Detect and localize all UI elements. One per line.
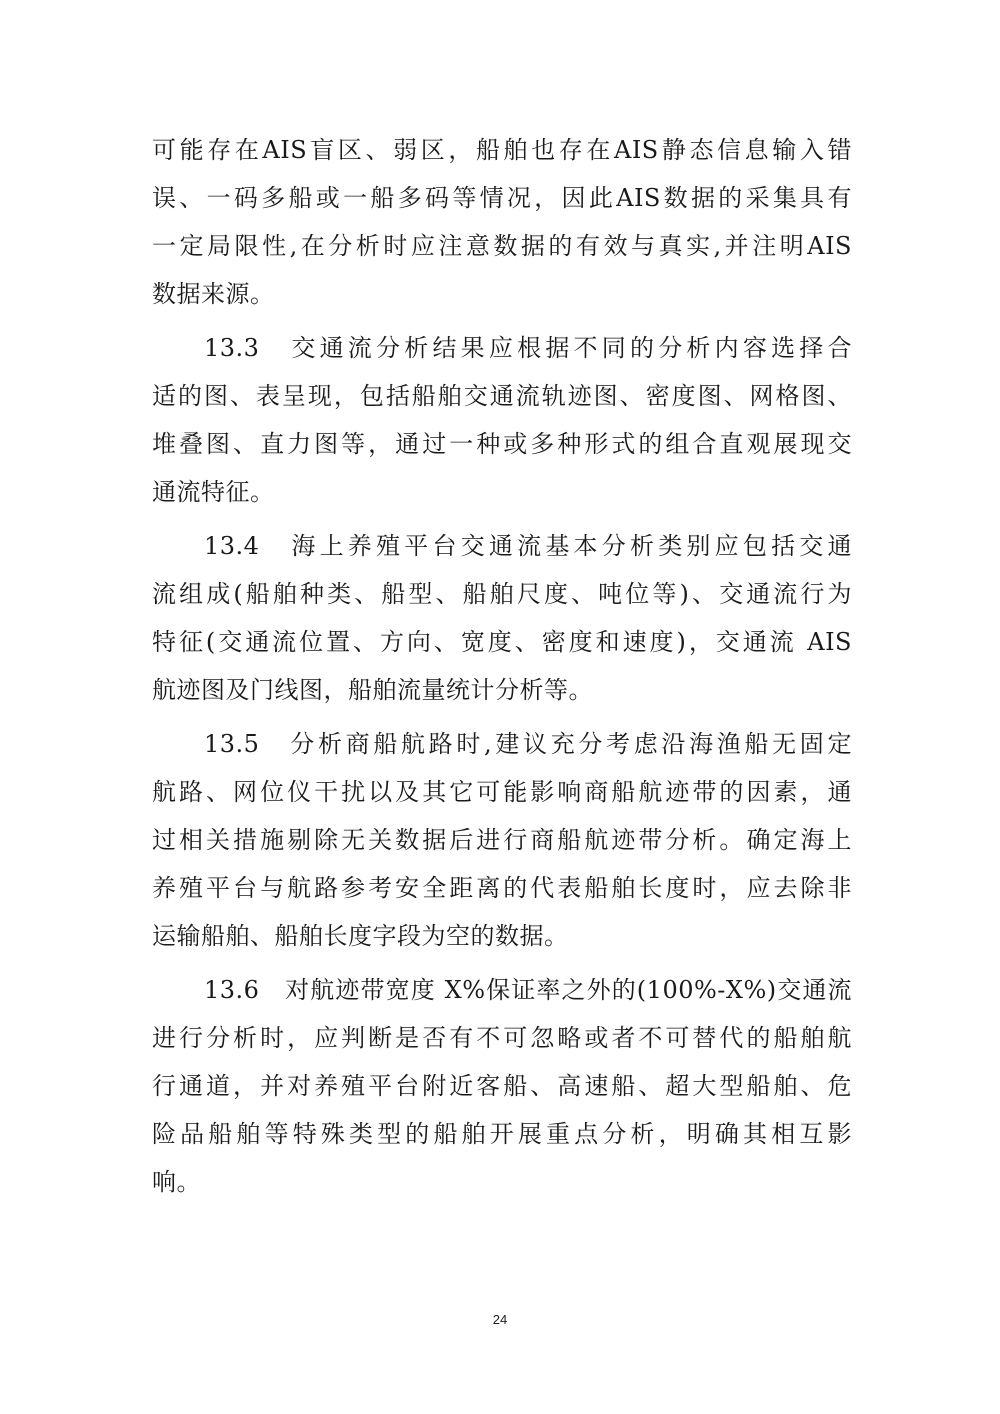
text-line: 过相关措施剔除无关数据后进行商船航迹带分析。确定海上 xyxy=(152,826,852,854)
page-number: 24 xyxy=(492,1312,508,1327)
text-line: 航路、网位仪干扰以及其它可能影响商船航迹带的因素，通 xyxy=(152,778,852,806)
text-line: 13.6 对航迹带宽度 X%保证率之外的(100%-X%)交通流 xyxy=(204,976,852,1004)
text-line: 13.5 分析商船航路时,建议充分考虑沿海渔船无固定 xyxy=(204,730,852,758)
paragraph xyxy=(152,522,852,714)
text-line: 数据来源。 xyxy=(152,280,275,308)
text-line: 13.3 交通流分析结果应根据不同的分析内容选择合 xyxy=(204,334,852,362)
text-line: 通流特征。 xyxy=(152,478,275,506)
paragraph xyxy=(152,966,852,1206)
text-line: 堆叠图、直力图等，通过一种或多种形式的组合直观展现交 xyxy=(152,430,852,458)
text-line: 流组成(船舶种类、船型、船舶尺度、吨位等)、交通流行为 xyxy=(152,580,852,608)
text-line: 一定局限性,在分析时应注意数据的有效与真实,并注明AIS xyxy=(152,232,852,260)
text-line: 可能存在AIS盲区、弱区，船舶也存在AIS静态信息输入错 xyxy=(152,136,852,164)
text-line: 适的图、表呈现，包括船舶交通流轨迹图、密度图、网格图、 xyxy=(152,382,852,410)
body-text xyxy=(152,126,852,1206)
text-line: 行通道，并对养殖平台附近客船、高速船、超大型船舶、危 xyxy=(152,1072,852,1100)
text-line: 特征(交通流位置、方向、宽度、密度和速度)，交通流 AIS xyxy=(152,628,852,656)
text-line: 养殖平台与航路参考安全距离的代表船舶长度时，应去除非 xyxy=(152,874,852,902)
paragraph xyxy=(152,720,852,960)
paragraph xyxy=(152,126,852,318)
text-line: 响。 xyxy=(152,1168,201,1196)
text-line: 13.4 海上养殖平台交通流基本分析类别应包括交通 xyxy=(204,532,852,560)
text-line: 险品船舶等特殊类型的船舶开展重点分析，明确其相互影 xyxy=(152,1120,852,1148)
text-line: 航迹图及门线图，船舶流量统计分析等。 xyxy=(152,676,593,704)
paragraph xyxy=(152,324,852,516)
text-line: 运输船舶、船舶长度字段为空的数据。 xyxy=(152,922,569,950)
text-line: 误、一码多船或一船多码等情况，因此AIS数据的采集具有 xyxy=(152,184,852,212)
text-line: 进行分析时，应判断是否有不可忽略或者不可替代的船舶航 xyxy=(152,1024,852,1052)
